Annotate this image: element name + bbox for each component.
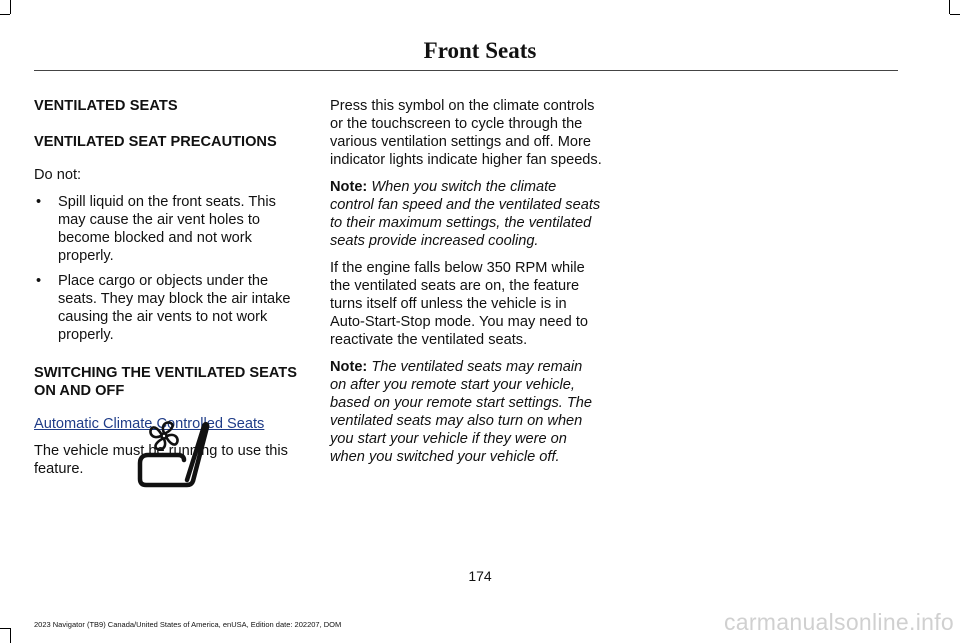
note-remote-start [330,358,602,466]
page-title: Front Seats [423,38,537,63]
footer-edition: 2023 Navigator (TB9) Canada/United States of America, enUSA, Edition date: 202207, DOM [34,620,342,629]
paragraph-symbol-usage: Press this symbol on the climate controls or the touchscreen to cycle through the various ventilation settings and off. More indicator lights indicate higher fan speeds. [330,98,602,168]
note-text: The ventilated seats may remain on after you remote start your vehicle, based on your remote start settings. The ventilated seats may also turn on when you start your vehicle if they were on when you switched your vehicle off. [330,359,593,465]
list-item: • Spill liquid on the front seats. This may cause the air vent holes to become blocked and not work properly. [34,193,302,265]
paragraph-engine-rpm: If the engine falls below 350 RPM while the ventilated seats are on, the feature turns itself off unless the vehicle is in Auto-Start-Stop mode. You may need to reactivate the ventilated seats. [330,260,588,348]
ventilated-seat-icon [134,418,214,490]
crop-mark-top-right-v [949,0,950,14]
page-number: 174 [468,568,492,584]
crop-mark-bottom-left-v [10,628,11,643]
crop-mark-top-left-h [0,14,10,15]
climate-seats-link[interactable]: Automatic Climate Controlled Seats [34,416,265,432]
note-label: Note: [330,359,368,375]
intro-text: Do not: [34,167,82,183]
precautions-list [34,193,302,344]
heading-ventilated-seats: VENTILATED SEATS [34,98,178,114]
heading-precautions: VENTILATED SEAT PRECAUTIONS [34,134,277,150]
note-max-settings [330,178,602,250]
note-label: Note: [330,179,368,195]
crop-mark-bottom-left-h [0,628,10,629]
running-text: The vehicle must be running to use this feature. [34,443,288,477]
heading-switching: SWITCHING THE VENTILATED SEATS ON AND OFF [34,365,297,399]
crop-mark-top-right-h [950,14,960,15]
list-item: • Place cargo or objects under the seats. They may block the air intake causing the air vents to not work properly. [34,272,302,344]
header-rule [34,70,898,71]
watermark: carmanualsonline.info [723,609,954,635]
right-column [330,97,602,475]
note-text: When you switch the climate control fan speed and the ventilated seats to their maximum settings, the ventilated seats provide increased cooling. [330,179,601,249]
fan-icon [150,422,177,449]
crop-mark-top-left-v [10,0,11,14]
